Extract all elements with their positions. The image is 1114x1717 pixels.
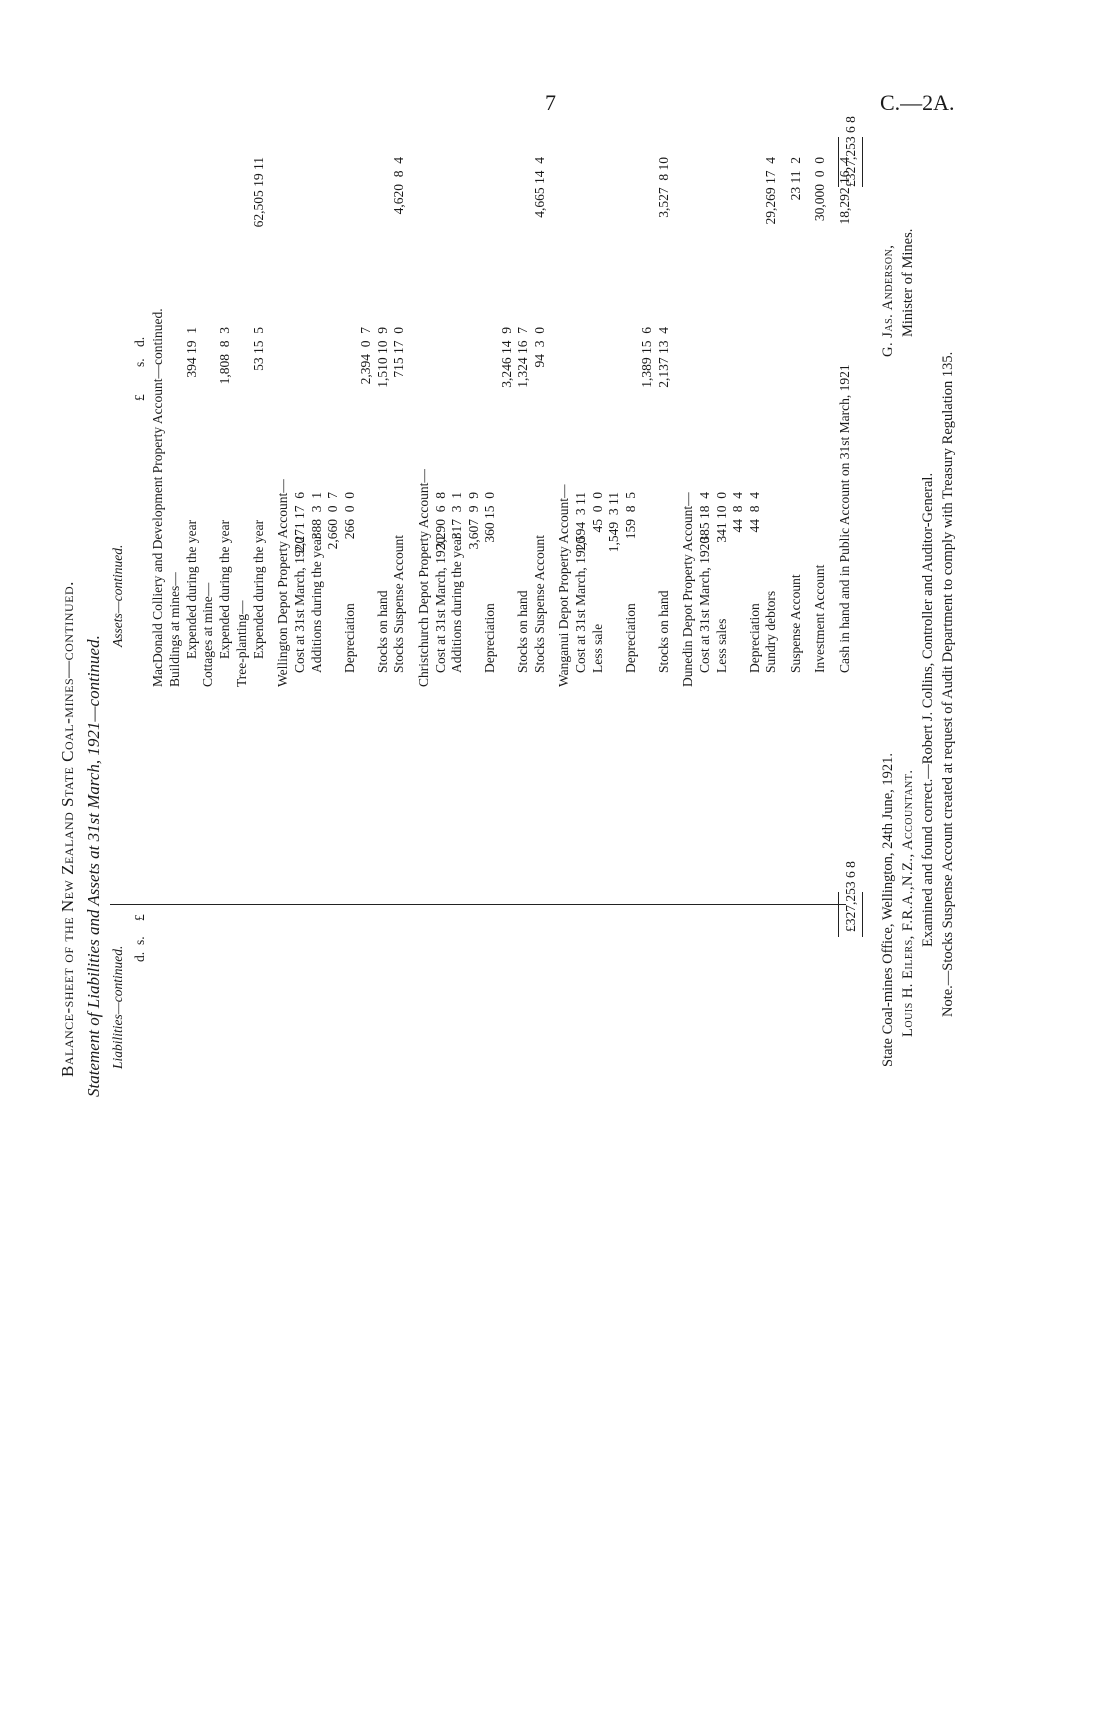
- asset-row-c3: 4,620 8 4: [391, 157, 406, 215]
- asset-row: [416, 0, 432, 1717]
- asset-row: [433, 0, 449, 1717]
- asset-row-c3: 3,527 8 10: [655, 157, 671, 218]
- asset-row-c3: 23 11 2: [787, 157, 803, 201]
- asset-row: [606, 0, 622, 1717]
- asset-row-c3: 18,292 16 4: [836, 157, 852, 225]
- asset-row-label: Additions during the year: [449, 534, 464, 673]
- asset-row-label: Stocks on hand: [515, 590, 530, 673]
- asset-row-label: MacDonald Colliery and Development Property Account—continued.: [150, 308, 165, 687]
- asset-row-label: Sundry debtors: [763, 590, 778, 673]
- asset-row-label: Buildings at mines—: [166, 572, 182, 687]
- asset-row-c1: 2,271 17 6: [292, 492, 307, 553]
- asset-row-c1: 44 8 4: [746, 492, 762, 533]
- assets-col-s1: s.: [132, 358, 147, 367]
- asset-row-c2: 53 15 5: [250, 327, 266, 371]
- asset-row-c1: 2,660 0 7: [325, 492, 340, 550]
- asset-row-c1: 266 0 0: [341, 492, 357, 540]
- assets-heading: Assets—continued.: [110, 544, 125, 647]
- asset-row: [812, 0, 828, 1717]
- asset-row-label: Cost at 31st March, 1920: [432, 536, 448, 673]
- asset-row: [680, 0, 696, 1717]
- asset-row: [200, 0, 216, 1717]
- assets-col-l1: £: [132, 394, 147, 401]
- liabilities-heading: Liabilities—continued.: [110, 945, 125, 1069]
- asset-row: [184, 0, 200, 1717]
- asset-row: [325, 0, 341, 1717]
- asset-row: [167, 0, 183, 1717]
- asset-row: [358, 0, 374, 1717]
- assets-total-underline: [862, 137, 863, 187]
- asset-row-label: Stocks Suspense Account: [531, 535, 547, 673]
- asset-row-c1: 3,607 9 9: [465, 492, 481, 550]
- asset-row-c1: 317 3 1: [449, 492, 464, 540]
- asset-row: [763, 0, 779, 1717]
- asset-row-c2: 715 17 0: [391, 327, 406, 378]
- asset-row-c2: 2,137 13 4: [655, 327, 671, 388]
- asset-row: [747, 0, 763, 1717]
- footer-accountant: Louis H. Eilers, F.R.A.,N.Z., Accountant.: [900, 769, 916, 1037]
- asset-row-c1: 159 8 5: [622, 492, 638, 540]
- footer-examined: Examined and found correct.—Robert J. Collins, Controller and Auditor-General.: [920, 472, 936, 947]
- footer-note: Note.—Stocks Suspense Account created at request of Audit Department to comply with Treasury Regulation 135.: [940, 351, 956, 1017]
- asset-row-label: Expended during the year: [250, 519, 266, 659]
- asset-row: [449, 0, 465, 1717]
- asset-row-label: Less sale: [589, 623, 605, 673]
- asset-row-c2: 3,246 14 9: [498, 327, 514, 388]
- asset-row: [309, 0, 325, 1717]
- footer-office: State Coal-mines Office, Wellington, 24th June, 1921.: [880, 752, 896, 1067]
- asset-row: [150, 0, 166, 1717]
- asset-row-c1: 3,290 6 8: [432, 492, 448, 550]
- footer-minister-title: Minister of Mines.: [900, 228, 916, 337]
- asset-row-label: Dunedin Depot Property Account—: [680, 492, 695, 687]
- asset-row-c1: 44 8 4: [730, 492, 745, 533]
- asset-row: [375, 0, 391, 1717]
- asset-row-c3: 62,505 19 11: [250, 157, 266, 228]
- asset-row-label: Cash in hand and in Public Account on 31st March, 1921: [836, 364, 852, 673]
- asset-row-label: Christchurch Depot Property Account—: [415, 469, 431, 687]
- asset-row-label: Depreciation: [622, 603, 638, 673]
- assets-total: £327,253 6 8: [843, 116, 858, 187]
- asset-row-c2: 1,808 8 3: [217, 327, 232, 385]
- asset-row-label: Depreciation: [341, 603, 357, 673]
- asset-row: [656, 0, 672, 1717]
- title-main: Balance-sheet of the New Zealand State Coal-mines—continued.: [58, 581, 77, 1077]
- asset-row: [466, 0, 482, 1717]
- asset-row-label: Wellington Depot Property Account—: [275, 479, 290, 687]
- asset-row-c2: 94 3 0: [531, 327, 547, 368]
- asset-row-c1: 1,594 3 11: [573, 492, 588, 553]
- liabilities-total: £327,253 6 8: [843, 861, 858, 932]
- asset-row: [573, 0, 589, 1717]
- asset-row-c1: 385 18 4: [697, 492, 712, 543]
- asset-row: [590, 0, 606, 1717]
- liabilities-col-d: d.: [132, 951, 147, 962]
- asset-row: [639, 0, 655, 1717]
- asset-row-c2: 2,394 0 7: [358, 327, 373, 385]
- page-number: 7: [545, 90, 556, 115]
- asset-row: [391, 0, 407, 1717]
- asset-row-c3: 4,665 14 4: [531, 157, 547, 218]
- asset-row: [532, 0, 548, 1717]
- asset-row: [623, 0, 639, 1717]
- asset-row: [499, 0, 515, 1717]
- asset-row-c1: 341 10 0: [713, 492, 729, 543]
- asset-row: [234, 0, 250, 1717]
- liabilities-col-l: £: [132, 914, 147, 921]
- liabilities-col-s: s.: [132, 936, 147, 945]
- asset-row: [730, 0, 746, 1717]
- asset-row: [714, 0, 730, 1717]
- asset-row-c3: 29,269 17 4: [763, 157, 778, 225]
- asset-row-label: Stocks Suspense Account: [391, 535, 406, 673]
- footer-minister-name: G. Jas. Anderson,: [880, 244, 896, 357]
- assets-total-rule: [838, 137, 839, 187]
- asset-row-c1: 360 15 0: [482, 492, 497, 543]
- asset-row: [342, 0, 358, 1717]
- asset-row: [556, 0, 572, 1717]
- asset-row-label: Stocks on hand: [374, 590, 390, 673]
- asset-row-label: Cost at 31st March, 1920: [697, 536, 712, 673]
- asset-row-c1: 1,549 3 11: [606, 492, 621, 553]
- asset-row: [251, 0, 267, 1717]
- asset-row-c1: 388 3 1: [308, 492, 324, 540]
- asset-row-c2: 394 19 1: [183, 327, 199, 378]
- asset-row-label: Less sales: [713, 618, 729, 673]
- asset-row: [292, 0, 308, 1717]
- asset-row-label: Cost at 31st March, 1920: [292, 536, 307, 673]
- asset-row-label: Suspense Account: [787, 574, 803, 673]
- liabilities-total-underline: [862, 892, 863, 937]
- asset-row: [482, 0, 498, 1717]
- asset-row-c1: 45 0 0: [589, 492, 605, 533]
- assets-col-d1: d.: [132, 336, 147, 347]
- asset-row-c2: 1,324 16 7: [515, 327, 530, 388]
- asset-row: [275, 0, 291, 1717]
- asset-row: [837, 0, 853, 1717]
- asset-row-label: Additions during the year: [308, 534, 324, 673]
- title-sub: Statement of Liabilities and Assets at 31st March, 1921—continued.: [84, 635, 103, 1097]
- asset-row-c3: 30,000 0 0: [812, 157, 827, 222]
- asset-row-label: Stocks on hand: [655, 590, 671, 673]
- asset-row: [697, 0, 713, 1717]
- asset-row-label: Wanganui Depot Property Account—: [556, 484, 571, 687]
- asset-row-label: Depreciation: [746, 603, 762, 673]
- asset-row-c2: 1,389 15 6: [639, 327, 654, 388]
- asset-row: [217, 0, 233, 1717]
- asset-row-c2: 1,510 10 9: [374, 327, 390, 388]
- asset-row-label: Depreciation: [482, 603, 497, 673]
- report-code: C.—2A.: [880, 90, 955, 115]
- asset-row-label: Expended during the year: [217, 519, 232, 659]
- asset-row-label: Expended during the year: [183, 519, 199, 659]
- asset-row-label: Cost at 31st March, 1920: [573, 536, 588, 673]
- asset-row-label: Investment Account: [812, 564, 827, 673]
- asset-row-label: Cottages at mine—: [200, 582, 215, 687]
- asset-row: [515, 0, 531, 1717]
- asset-row: [788, 0, 804, 1717]
- asset-row-label: Tree-planting—: [233, 600, 249, 687]
